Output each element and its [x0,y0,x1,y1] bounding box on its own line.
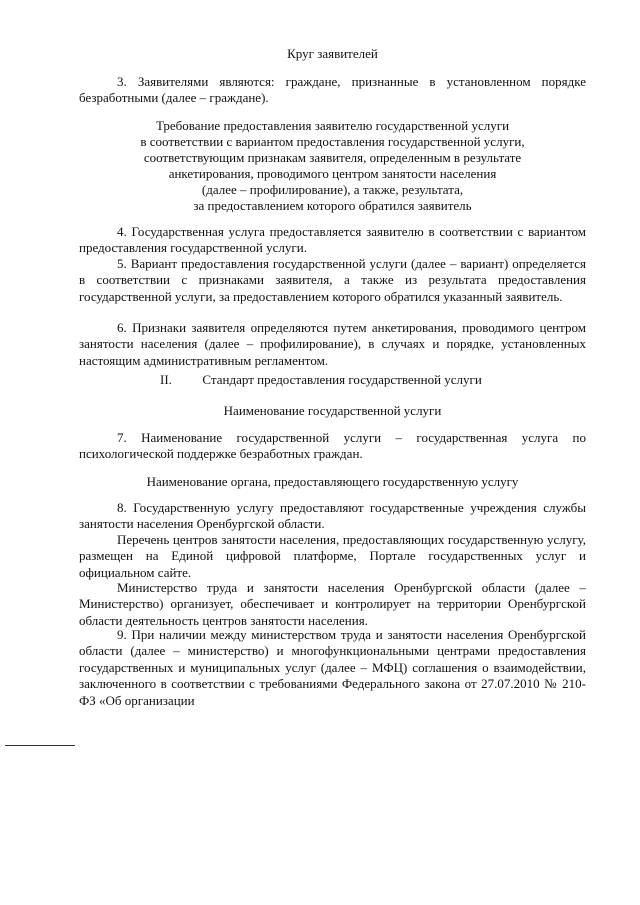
paragraph-3: 3. Заявителями являются: граждане, признанные в установленном порядке безработными (далее – граждане). [79,74,586,106]
heading-requirement-line: соответствующим признакам заявителя, определенным в результате [143,150,522,165]
heading-authority: Наименование органа, предоставляющего государственную услугу [146,474,519,489]
heading-requirement-line: Требование предоставления заявителю государственной услуги [155,118,510,133]
section-heading [160,372,560,388]
paragraph-7: 7. Наименование государственной услуги – государственная услуга по психологической поддержке безработных граждан. [79,430,586,462]
heading-requirement-line: за предоставлением которого обратился заявитель [193,198,472,213]
footnote-rule [5,745,75,746]
heading-requirement-line: в соответствии с вариантом предоставления государственной услуги, [140,134,525,149]
paragraph-5: 5. Вариант предоставления государственной услуги (далее – вариант) определяется в соответствии с признаками заявителя, а также из результата предоставления государственной услуги, за предоставлением которого обратился указанный заявитель. [79,256,586,304]
paragraph-4: 4. Государственная услуга предоставляется заявителю в соответствии с вариантом предоставления государственной услуги. [79,224,586,256]
heading-requirement [80,118,585,214]
heading-requirement-line: (далее – профилирование), а также, результата, [201,182,464,197]
heading-service-name: Наименование государственной услуги [223,403,442,418]
paragraph-8-ministry: Министерство труда и занятости населения Оренбургской области (далее – Министерство) организует, обеспечивает и контролирует на территории Оренбургской области деятельность центров занятости населения. [79,580,586,628]
section-number: II. [160,372,172,387]
paragraph-8-list: Перечень центров занятости населения, предоставляющих государственную услугу, размещен на Единой цифровой платформе, Портале государственных услуг и официальном сайте. [79,532,586,580]
heading-requirement-line: анкетирования, проводимого центром занятости населения [168,166,497,181]
paragraph-8: 8. Государственную услугу предоставляют государственные учреждения службы занятости населения Оренбургской области. [79,500,586,532]
section-title: Стандарт предоставления государственной услуги [202,372,482,387]
heading-applicants: Круг заявителей [287,46,378,61]
paragraph-9: 9. При наличии между министерством труда и занятости населения Оренбургской области (далее – министерство) и многофункциональными центрами предоставления государственных и муниципальных услуг (далее – МФЦ) соглашения о взаимодействии, заключенного в соответствии с требованиями Федерального закона от 27.07.2010 № 210-ФЗ «Об организации [79,627,586,708]
paragraph-6: 6. Признаки заявителя определяются путем анкетирования, проводимого центром занятости населения (далее – профилирование), в случаях и порядке, установленных настоящим административным регламентом. [79,320,586,368]
